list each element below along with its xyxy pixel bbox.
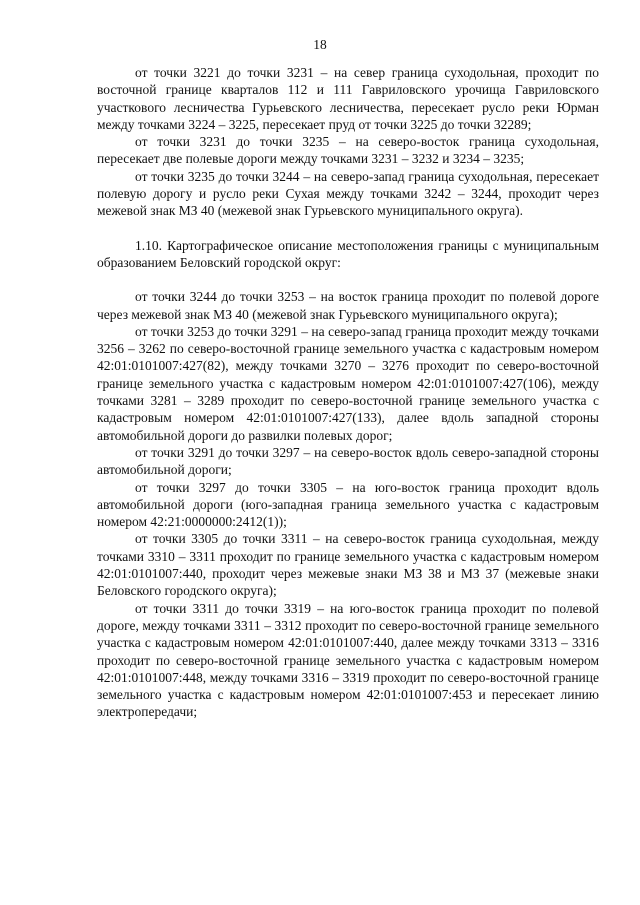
paragraph-3291-3297: от точки 3291 до точки 3297 – на северо-восток вдоль северо-западной стороны автомобильной дороги; bbox=[97, 444, 599, 478]
paragraph-3244-3253: от точки 3244 до точки 3253 – на восток граница проходит по полевой дороге через межевой знак МЗ 40 (межевой знак Гурьевского муниципального округа); bbox=[97, 289, 599, 322]
paragraph-3235-3244: от точки 3235 до точки 3244 – на северо-запад граница суходольная, пересекает полевую дорогу и русло реки Сухая между точками 3242 – 3244, проходит через межевой знак МЗ 40 (межевой знак Гурьевского муниципального округа). bbox=[97, 168, 599, 219]
section-heading-1-10: 1.10. Картографическое описание местоположения границы с муниципальным образованием Беловский городской округ: bbox=[97, 237, 599, 270]
paragraph-3297-3305: от точки 3297 до точки 3305 – на юго-восток граница проходит вдоль автомобильной дороги (юго-западная граница земельного участка с кадастровым номером 42:21:0000000:2412(1)); bbox=[97, 479, 599, 530]
paragraph-3231-3235: от точки 3231 до точки 3235 – на северо-восток граница суходольная, пересекает две полевые дороги между точками 3231 – 3232 и 3234 – 3235; bbox=[97, 134, 599, 167]
document-body bbox=[97, 64, 599, 721]
paragraph-3305-3311: от точки 3305 до точки 3311 – на северо-восток граница суходольная, между точками 3310 – 3311 проходит по границе земельного участка с кадастровым номером 42:01:0101007:440, проходит через межевые знаки МЗ 38 и МЗ 37 (межевые знаки Беловского городского округа); bbox=[97, 531, 599, 599]
page-number: 18 bbox=[313, 37, 327, 52]
paragraph-3253-3291: от точки 3253 до точки 3291 – на северо-запад граница проходит между точками 3256 – 3262 по северо-восточной границе земельного участка с кадастровым номером 42:01:0101007:427(82), между точками 3270 – 3276 проходит по северо-восточной границе земельного участка с кадастровым номером 42:01:0101007:427(106), между точками 3281 – 3289 проходит по северо-восточной границе земельного участка с кадастровым номером 42:01:0101007:427(133), далее вдоль западной стороны автомобильной дороги до развилки полевых дорог; bbox=[97, 323, 599, 443]
paragraph-3311-3319: от точки 3311 до точки 3319 – на юго-восток граница проходит по полевой дороге, между точками 3311 – 3312 проходит по северо-восточной границе земельного участка с кадастровым номером 42:01:0101007:440, далее между точками 3313 – 3316 проходит по северо-восточной границе земельного участка с кадастровым номером 42:01:0101007:448, между точками 3316 – 3319 проходит по северо-восточной границе земельного участка с кадастровым номером 42:01:0101007:453 и пересекает линию электропередачи; bbox=[97, 600, 599, 720]
paragraph-3221-3231: от точки 3221 до точки 3231 – на север граница суходольная, проходит по восточной границе кварталов 112 и 111 Гавриловского урочища Гавриловского участкового лесничества Гурьевского лесничества, пересекает русло реки Юрман между точками 3224 – 3225, пересекает пруд от точки 3225 до точки 32289; bbox=[97, 65, 599, 132]
